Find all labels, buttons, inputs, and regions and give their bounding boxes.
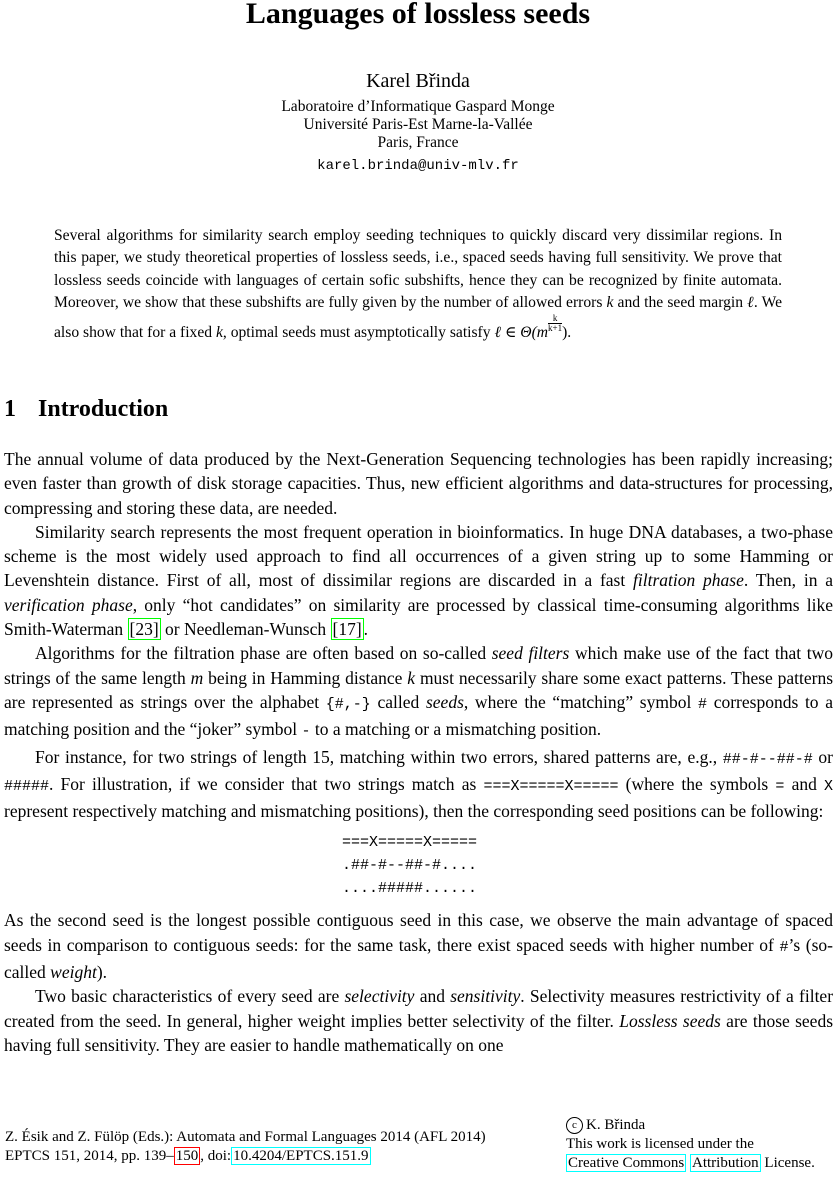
code-line: ....#####...... bbox=[342, 880, 478, 898]
paragraph: The annual volume of data produced by the Next-Generation Sequencing technologies has been rapidly increasing; even faster than growth of disk storage capacities. Thus, new efficient algorithms and data-structures for processing, compressing and storing these data, are needed. bbox=[4, 449, 833, 518]
code-line: ===X=====X===== bbox=[342, 834, 478, 852]
abstract bbox=[54, 225, 782, 344]
citation-link[interactable]: [17] bbox=[332, 619, 362, 640]
paragraph: Two basic characteristics of every seed are selectivity and sensitivity. Selectivity measures restrictivity of a filter created from the seed. In general, higher weight implies better selectivity of the filter. Lossless seeds are those seeds having full sensitivity. They are easier to handle mathematically on one bbox=[4, 986, 834, 1055]
abstract-text: Several algorithms for similarity search employ seeding techniques to quickly discard very dissimilar regions. In this paper, we study theoretical properties of lossless seeds, i.e., spaced seeds having full sensitivity. We prove that lossless seeds coincide with languages of certain sofic subshifts, hence they can be recognized by finite automata. Moreover, we show that these subshifts are fully given by the number of allowed errors k and the seed margin ℓ. We also show that for a fixed k, optimal seeds must asymptotically satisfy ℓ ∈ Θ(m $\frac{k}{k+1}$ ). bbox=[54, 227, 782, 342]
license-line: Creative Commons Attribution License. bbox=[568, 1155, 815, 1171]
copyright-line: c K. Břinda bbox=[566, 1116, 834, 1135]
paragraph: For instance, for two strings of length 15, matching within two errors, shared patterns are, e.g., ##-#--##-# or #####. For illustration, if we consider that two strings match as ===X=====X===== (where the symbols = and X represent respectively matching and mismatching positions), then the corresponding seed positions can be following: bbox=[4, 746, 834, 822]
affiliation-line: Laboratoire d’Informatique Gaspard Monge bbox=[281, 98, 555, 115]
footer-citation bbox=[5, 1128, 550, 1166]
author-name: Karel Břinda bbox=[366, 70, 470, 92]
citation-link[interactable]: [23] bbox=[129, 619, 159, 640]
affiliation-line: Université Paris-Est Marne-la-Vallée bbox=[303, 116, 533, 133]
paragraph: Algorithms for the filtration phase are often based on so-called seed filters which make use of the fact that two strings of the same length m being in Hamming distance k must necessarily share some exact patterns. These patterns are represented as strings over the alphabet {#,-} called seeds, where the “matching” symbol # corresponds to a matching position and the “joker” symbol - to a matching or a mismatching position. bbox=[4, 643, 834, 741]
affiliation-line: Paris, France bbox=[377, 134, 459, 151]
body-text bbox=[4, 447, 833, 1057]
copyright-icon: c bbox=[566, 1117, 583, 1134]
exponent-fraction: $\frac{k}{k+1}$ bbox=[548, 313, 563, 334]
footer-license bbox=[566, 1116, 834, 1173]
affiliation bbox=[0, 98, 836, 152]
code-line: .##-#--##-#.... bbox=[342, 857, 478, 875]
page-link[interactable]: 150 bbox=[175, 1148, 199, 1164]
license-link[interactable]: Creative Commons bbox=[568, 1155, 685, 1171]
doi-link[interactable]: 10.4204/EPTCS.151.9 bbox=[233, 1148, 369, 1164]
paragraph: As the second seed is the longest possible contiguous seed in this case, we observe the main advantage of spaced seeds in comparison to contiguous seeds: for the same task, there exist spaced seeds with higher number of #’s (so-called weight). bbox=[4, 910, 834, 983]
footer-line: Z. Ésik and Z. Fülöp (Eds.): Automata and Formal Languages 2014 (AFL 2014) bbox=[5, 1129, 486, 1145]
section-heading bbox=[4, 396, 168, 423]
license-line: This work is licensed under the bbox=[566, 1136, 754, 1152]
license-link[interactable]: Attribution bbox=[692, 1155, 759, 1171]
seed-example-block bbox=[4, 831, 833, 900]
paragraph: Similarity search represents the most frequent operation in bioinformatics. In huge DNA databases, a two-phase scheme is the most widely used approach to find all occurrences of a given string up to some Hamming or Levenshtein distance. First of all, most of dissimilar regions are discarded in a fast filtration phase. Then, in a verification phase, only “hot candidates” on similarity are processed by classical time-consuming algorithms like Smith-Waterman [23] or Needleman-Wunsch [17] . bbox=[4, 521, 834, 640]
section-title: Introduction bbox=[38, 396, 169, 422]
author-email[interactable]: karel.brinda@univ-mlv.fr bbox=[317, 158, 519, 174]
footer-line: EPTCS 151, 2014, pp. 139– 150 , doi: 10.4204/EPTCS.151.9 bbox=[5, 1148, 369, 1164]
section-number: 1 bbox=[4, 396, 16, 422]
paper-title: Languages of lossless seeds bbox=[245, 0, 591, 30]
